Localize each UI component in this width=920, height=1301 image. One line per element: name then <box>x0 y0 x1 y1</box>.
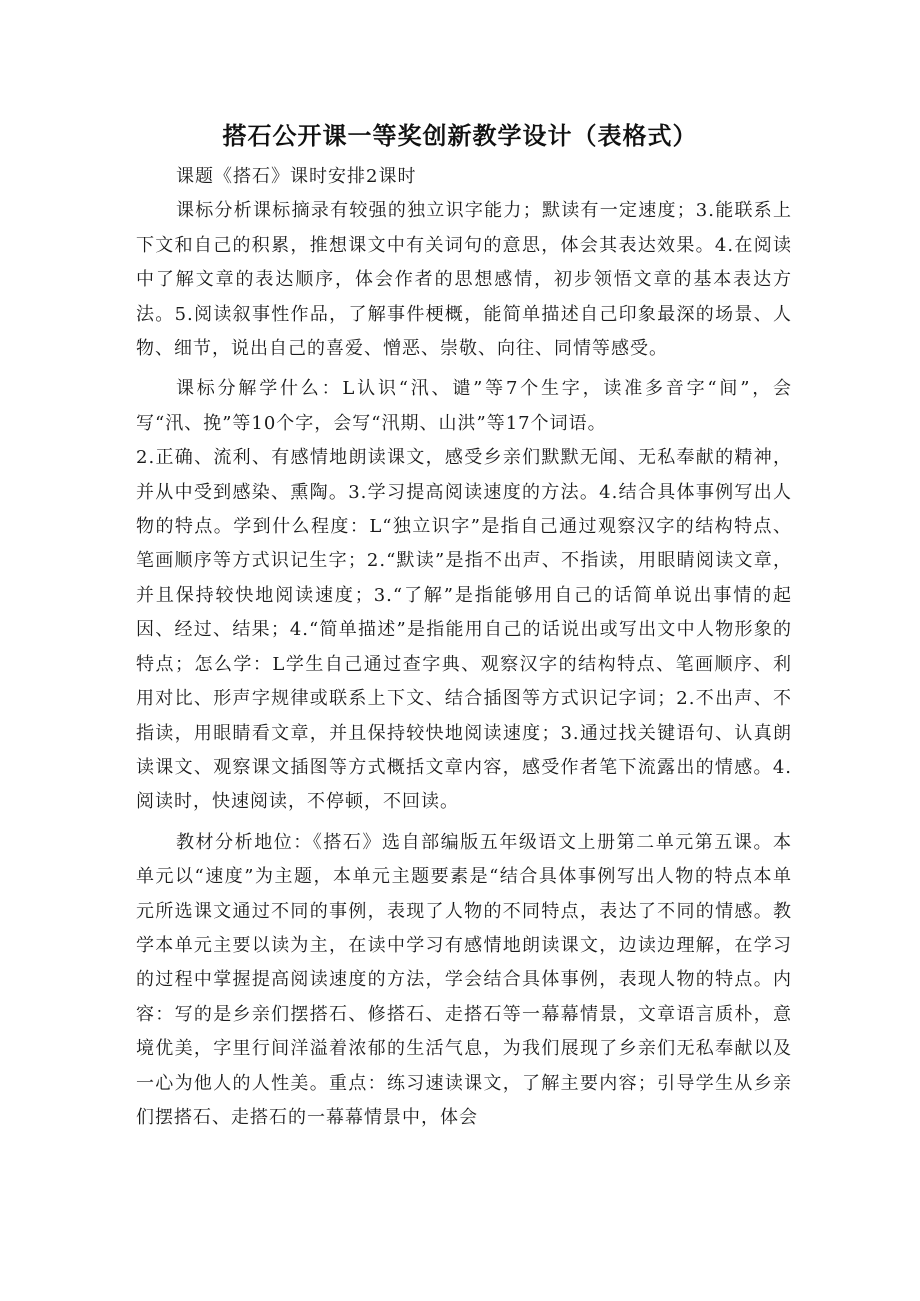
learning-goals-paragraph: 2.正确、流利、有感情地朗读课文，感受乡亲们默默无闻、无私奉献的精神，并从中受到感染、熏陶。3.学习提高阅读速度的方法。4.结合具体事例写出人物的特点。学到什么程度：L“独立识字”是指自己通过观察汉字的结构特点、笔画顺序等方式识记生字；2.“默读”是指不出声、不指读，用眼睛阅读文章，并且保持较快地阅读速度；3.“了解”是指能够用自己的话简单说出事情的起因、经过、结果；4.“简单描述”是指能用自己的话说出或写出文中人物形象的特点；怎么学：L学生自己通过查字典、观察汉字的结构特点、笔画顺序、利用对比、形声字规律或联系上下文、结合插图等方式识记字词；2.不出声、不指读，用眼睛看文章，并且保持较快地阅读速度；3.通过找关键语句、认真朗读课文、观察课文插图等方式概括文章内容，感受作者笔下流露出的情感。4.阅读时，快速阅读，不停顿，不回读。 <box>136 447 792 813</box>
curriculum-analysis-paragraph: 课标分析课标摘录有较强的独立识字能力；默读有一定速度；3.能联系上下文和自己的积累，推想课文中有关词句的意思，体会其表达效果。4.在阅读中了解文章的表达顺序，体会作者的思想感情，初步领悟文章的基本表达方法。5.阅读叙事性作品，了解事件梗概，能简单描述自己印象最深的场景、人物、细节，说出自己的喜爱、憎恶、崇敬、向往、同情等感受。 <box>136 200 792 360</box>
textbook-analysis-paragraph: 教材分析地位：《搭石》选自部编版五年级语文上册第二单元第五课。本单元以“速度”为主题，本单元主题要素是“结合具体事例写出人物的特点本单元所选课文通过不同的事例，表现了人物的不同特点，表达了不同的情感。教学本单元主要以读为主，在读中学习有感情地朗读课文，边读边理解，在学习的过程中掌握提高阅读速度的方法，学会结合具体事例，表现人物的特点。内容：写的是乡亲们摆搭石、修搭石、走搭石等一幕幕情景，文章语言质朴，意境优美，字里行间洋溢着浓郁的生活气息，为我们展现了乡亲们无私奉献以及一心为他人的人性美。重点：练习速读课文，了解主要内容；引导学生从乡亲们摆搭石、走搭石的一幕幕情景中，体会 <box>136 831 792 1128</box>
curriculum-breakdown-paragraph: 课标分解学什么：L认识“汛、谴”等7个生字，读准多音字“间”，会写“汛、挽”等10个字，会写“汛期、山洪”等17个词语。 <box>136 378 792 434</box>
document-title: 搭石公开课一等奖创新教学设计（表格式） <box>222 122 698 150</box>
document-body <box>136 160 792 1135</box>
lesson-info-paragraph: 课题《搭石》课时安排2课时 <box>176 166 417 187</box>
